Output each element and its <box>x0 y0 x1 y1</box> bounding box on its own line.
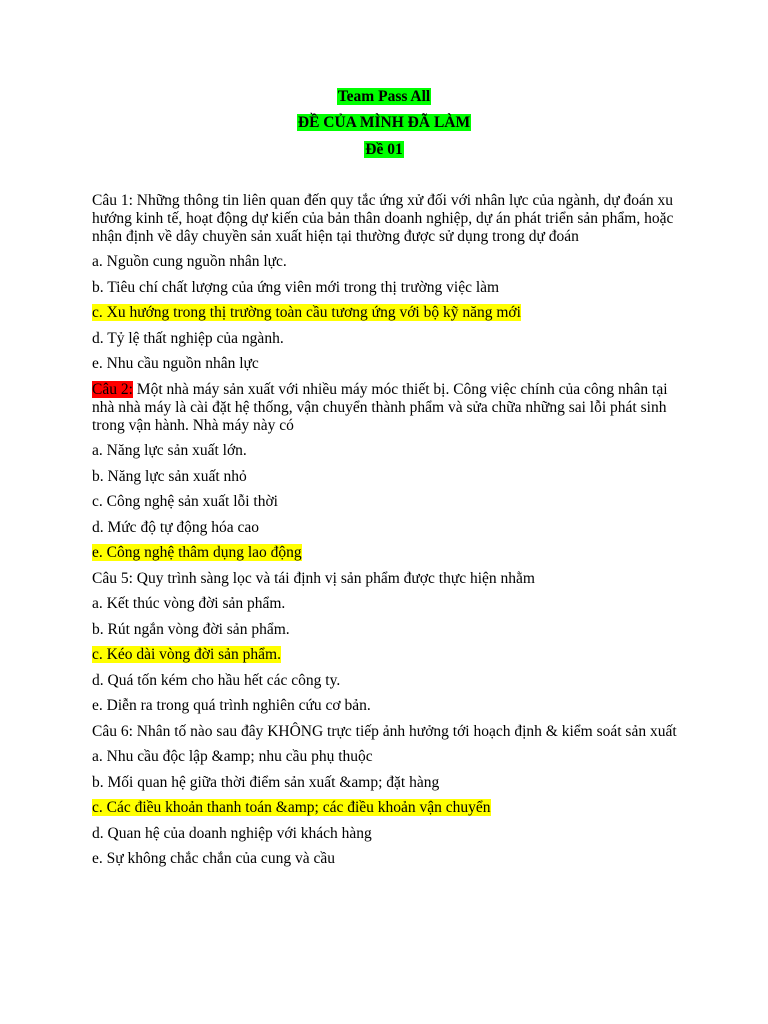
question-6-text: Nhân tố nào sau đây KHÔNG trực tiếp ảnh hưởng tới hoạch định & kiểm soát sản xuất <box>132 722 677 740</box>
question-6-option-c-answer: c. Các điều khoản thanh toán &amp; các điều khoản vận chuyển <box>92 799 491 817</box>
question-2-label: Câu 2: <box>92 380 133 398</box>
question-5 <box>92 570 678 588</box>
question-2-text: Một nhà máy sản xuất với nhiều máy móc thiết bị. Công việc chính của công nhân tại nhà nhà máy là cài đặt hệ thống, vận chuyển thành phẩm và sửa chữa những sai lỗi phát sinh trong vận hành. Nhà máy này có <box>92 380 668 434</box>
question-2-option-e-answer: e. Công nghệ thâm dụng lao động <box>92 544 302 562</box>
question-1-option-c-answer: c. Xu hướng trong thị trường toàn cầu tương ứng với bộ kỹ năng mới <box>92 304 521 322</box>
question-5-option-e: e. Diễn ra trong quá trình nghiên cứu cơ bản. <box>92 697 371 715</box>
question-2-option-c: c. Công nghệ sản xuất lỗi thời <box>92 493 278 511</box>
exam-number: Đề 01 <box>365 141 403 158</box>
question-1 <box>92 192 678 246</box>
question-6 <box>92 723 678 741</box>
question-list <box>92 192 678 876</box>
question-1-option-b: b. Tiêu chí chất lượng của ứng viên mới trong thị trường việc làm <box>92 278 500 296</box>
question-5-option-a: a. Kết thúc vòng đời sản phẩm. <box>92 594 286 612</box>
question-2-option-d: d. Mức độ tự động hóa cao <box>92 518 260 536</box>
question-5-option-c-answer: c. Kéo dài vòng đời sản phẩm. <box>92 646 281 664</box>
question-5-option-d: d. Quá tốn kém cho hầu hết các công ty. <box>92 671 341 689</box>
document-subtitle: ĐỀ CỦA MÌNH ĐÃ LÀM <box>297 114 471 131</box>
question-1-label: Câu 1: <box>92 192 133 209</box>
question-2-option-b: b. Năng lực sản xuất nhỏ <box>92 467 247 485</box>
question-6-option-e: e. Sự không chắc chắn của cung và cầu <box>92 850 335 868</box>
question-1-option-d: d. Tỷ lệ thất nghiệp của ngành. <box>92 329 284 347</box>
question-6-label: Câu 6: <box>92 722 133 740</box>
question-5-text: Quy trình sàng lọc và tái định vị sản phẩm được thực hiện nhằm <box>132 569 535 587</box>
question-6-option-b: b. Mối quan hệ giữa thời điểm sản xuất &amp; đặt hàng <box>92 773 440 791</box>
question-2-option-a: a. Năng lực sản xuất lớn. <box>92 441 247 459</box>
question-6-option-d: d. Quan hệ của doanh nghiệp với khách hàng <box>92 824 372 842</box>
question-1-option-a: a. Nguồn cung nguồn nhân lực. <box>92 253 287 270</box>
question-6-option-a: a. Nhu cầu độc lập &amp; nhu cầu phụ thuộc <box>92 747 373 765</box>
question-1-option-e: e. Nhu cầu nguồn nhân lực <box>92 355 259 373</box>
question-1-text: Những thông tin liên quan đến quy tắc ứng xử đối với nhân lực của ngành, dự đoán xu hướng kinh tế, hoạt động dự kiến của bản thân doanh nghiệp, dự án phát triển sản phẩm, hoặc nhận định về dây chuyền sản xuất hiện tại thường được sử dụng trong dự đoán <box>92 192 674 245</box>
question-5-option-b: b. Rút ngắn vòng đời sản phẩm. <box>92 620 290 638</box>
team-title: Team Pass All <box>337 88 431 105</box>
question-5-label: Câu 5: <box>92 569 133 587</box>
question-2 <box>92 381 678 435</box>
